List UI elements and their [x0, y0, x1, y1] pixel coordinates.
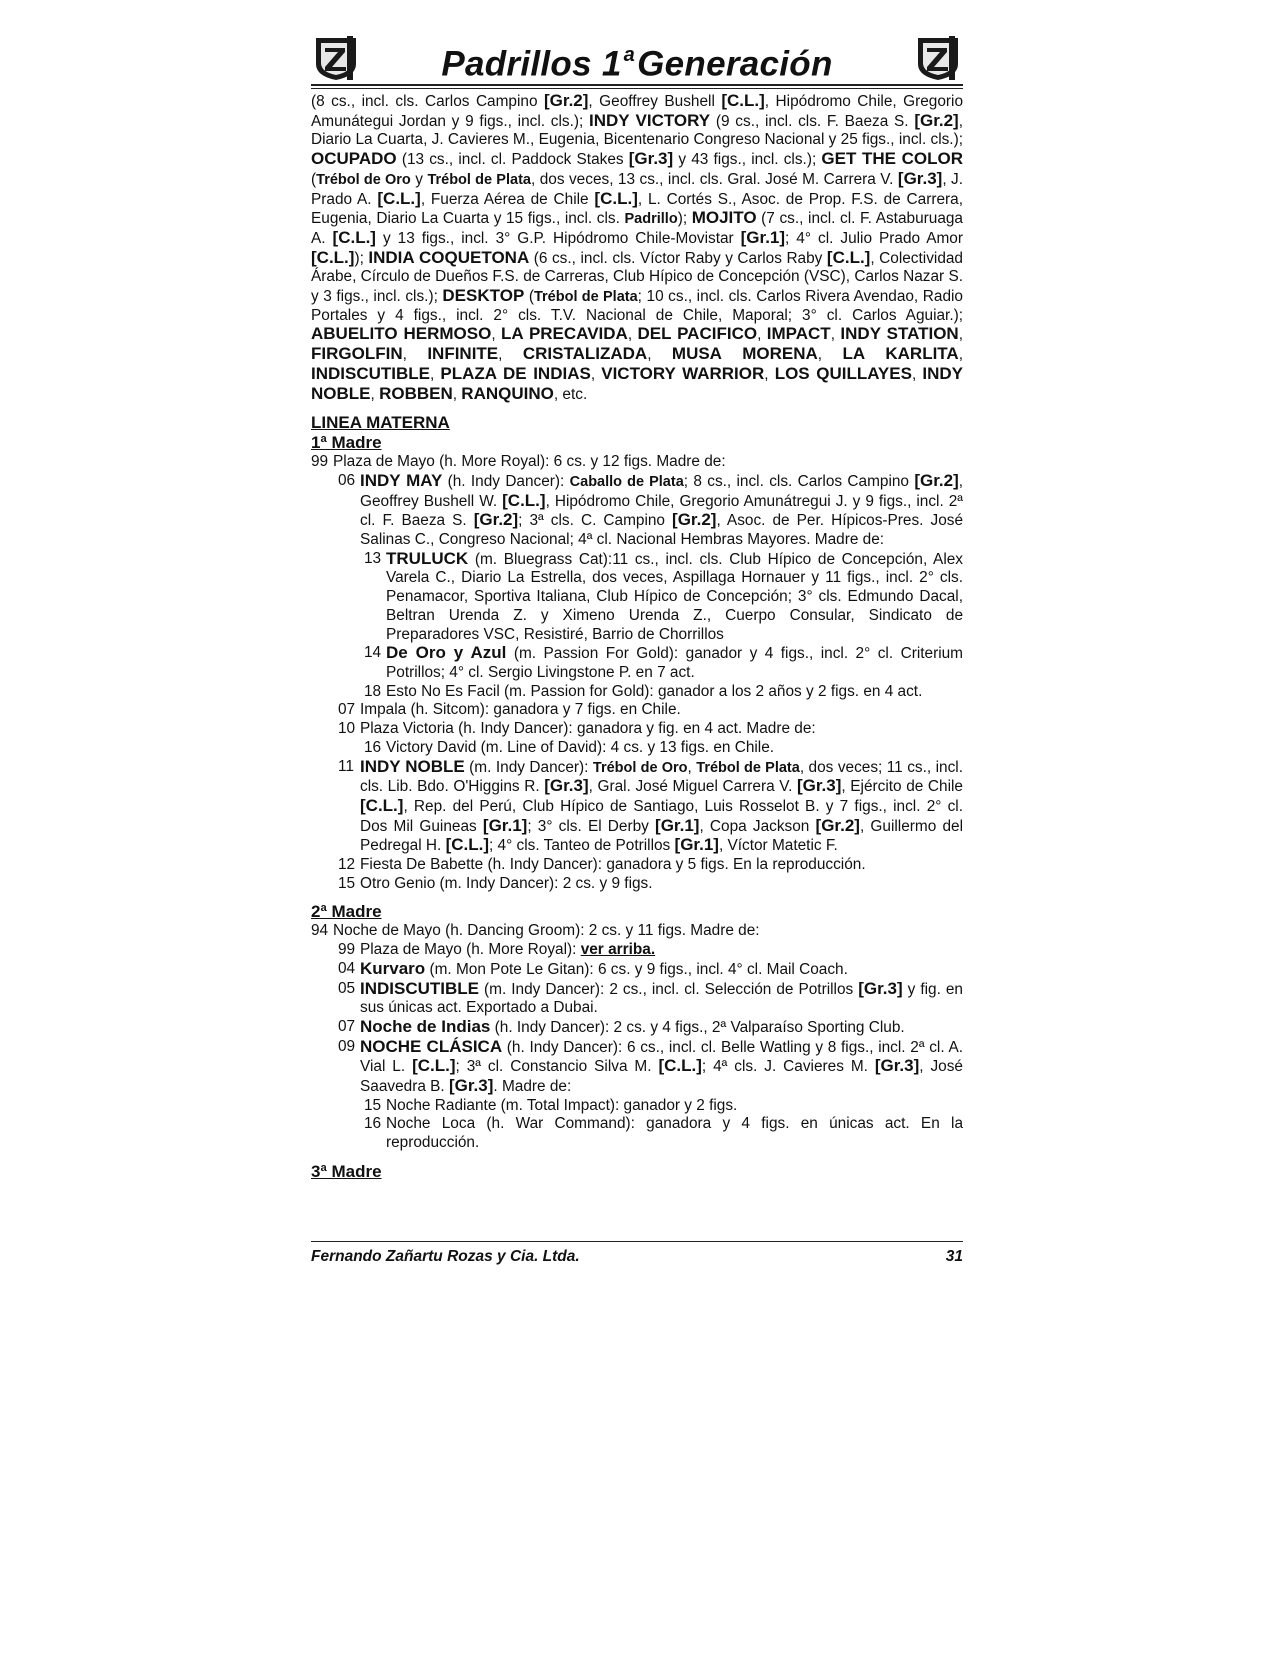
- text-run: (h. Indy Dancer): 2 cs. y 4 figs., 2ª Valparaíso Sporting Club.: [490, 1018, 905, 1036]
- bold-text: De Oro y Azul: [386, 643, 507, 663]
- bold-text: LA PRECAVIDA: [501, 324, 628, 344]
- bold-text: [Gr.1]: [655, 815, 700, 835]
- foal-year: 15: [364, 1096, 382, 1114]
- bold-text: [C.L.]: [594, 188, 638, 208]
- entry-text: [360, 875, 963, 894]
- bold-text: INDY VICTORY: [589, 110, 711, 130]
- award-text: Padrillo: [624, 211, 678, 228]
- bold-text: MOJITO: [691, 208, 757, 228]
- text-run: ,: [627, 326, 638, 344]
- text-run: (m. Passion For Gold): ganador y 4 figs., incl. 2° cl. Criterium Potrillos; 4° cl. Sergio Livingstone P. en 7 act.: [386, 645, 963, 681]
- text-run: , Asoc. de Per. Hípicos-Pres. José Salinas C., Congreso Nacional; 4ª cl. Nacional Hembras Mayores. Madre de:: [360, 512, 964, 549]
- pedigree-entry: [311, 856, 963, 875]
- text-run: (m. Mon Pote Le Gitan): 6 cs. y 9 figs., incl. 4° cl. Mail Coach.: [425, 960, 848, 978]
- text-run: (h. Indy Dancer):: [442, 472, 570, 490]
- text-run: ,: [430, 365, 441, 383]
- text-run: , Fuerza Aérea de Chile: [420, 190, 595, 208]
- entry-text: [360, 1018, 963, 1038]
- bold-text: [C.L.]: [826, 247, 871, 267]
- text-run: Noche Radiante (m. Total Impact): ganador y 2 figs.: [386, 1096, 738, 1114]
- bold-text: [C.L.]: [332, 227, 376, 247]
- text-run: ,: [911, 365, 923, 383]
- entry-text: [360, 941, 963, 960]
- bold-text: [C.L.]: [311, 247, 355, 267]
- pedigree-entry: [311, 1018, 963, 1038]
- text-run: (8 cs., incl. cls. Carlos Campino: [311, 93, 545, 110]
- bold-text: FIRGOLFIN: [311, 344, 403, 364]
- text-run: , etc.: [553, 385, 588, 403]
- foal-year: 18: [364, 682, 382, 700]
- bold-text: [C.L.]: [445, 835, 489, 855]
- entry-text: [386, 550, 963, 645]
- bold-text: [C.L.]: [360, 795, 404, 815]
- bold-text: IMPACT: [766, 324, 831, 344]
- document-page: [311, 30, 963, 1182]
- text-run: Otro Genio (m. Indy Dancer): 2 cs. y 9 figs.: [360, 874, 653, 892]
- bold-text: [Gr.3]: [858, 978, 903, 998]
- foal-year: 15: [338, 874, 356, 892]
- foal-year: 11: [338, 757, 354, 775]
- text-run: y 13 figs., incl. 3° G.P. Hipódromo Chile-Movistar: [375, 229, 741, 247]
- text-run: , José Saavedra B.: [360, 1058, 963, 1096]
- bold-text: [C.L.]: [377, 188, 421, 208]
- text-run: ,: [491, 326, 502, 344]
- bold-text: OCUPADO: [311, 149, 397, 169]
- pedigree-entry: [311, 922, 963, 941]
- text-run: Noche de Mayo (h. Dancing Groom): 2 cs. y 11 figs. Madre de:: [333, 922, 760, 940]
- text-run: y fig. en sus únicas act. Exportado a Dubai.: [360, 980, 963, 1017]
- bold-text: PLAZA DE INDIAS: [440, 363, 591, 383]
- linea-materna-heading: LINEA MATERNA: [311, 413, 450, 433]
- bold-text: ABUELITO HERMOSO: [311, 324, 492, 344]
- text-run: , L. Cortés S., Asoc. de Prop. F.S. de Carrera, Eugenia, Diario La Cuarta y 15 figs., incl. cls.: [311, 190, 963, 228]
- pedigree-entry: [311, 941, 963, 960]
- text-run: , Geoffrey Bushell: [588, 93, 722, 110]
- text-run: Noche Loca (h. War Command): ganadora y 4 figs. en únicas act. En la reproducción.: [386, 1115, 963, 1152]
- bold-text: [C.L.]: [658, 1056, 702, 1076]
- page-header: [311, 30, 963, 86]
- foal-year: 04: [338, 959, 356, 977]
- bold-text: [Gr.2]: [815, 815, 860, 835]
- text-run: . Madre de:: [493, 1078, 572, 1096]
- text-run: (h. Indy Dancer): 6 cs., incl. cl. Belle Watling y 8 figs., incl. 2ª cl. A. Vial L.: [360, 1038, 963, 1076]
- entry-text: [386, 1097, 963, 1116]
- text-run: Esto No Es Facil (m. Passion for Gold): ganador a los 2 años y 2 figs. en 4 act.: [386, 682, 923, 700]
- bold-text: [Gr.2]: [473, 510, 519, 530]
- foal-year: 16: [364, 1115, 382, 1133]
- text-run: ; 3ª cl. Constancio Silva M.: [455, 1058, 659, 1076]
- text-run: , Guillermo del Pedregal H.: [360, 817, 963, 855]
- entry-text: [386, 683, 963, 702]
- text-run: ; 3ª cls. C. Campino: [518, 512, 673, 530]
- bold-text: NOCHE CLÁSICA: [360, 1036, 503, 1056]
- text-run: , Diario La Cuarta, J. Cavieres M., Eugenia, Bicentenario Congreso Nacional y 25 figs., incl. cls.);: [311, 112, 963, 149]
- pedigree-entry: [311, 453, 963, 472]
- bold-text: [Gr.3]: [874, 1056, 920, 1076]
- text-run: , Ejército de Chile: [841, 778, 963, 796]
- bold-text: Noche de Indias: [360, 1016, 491, 1036]
- text-run: );: [354, 249, 369, 267]
- page-footer: [311, 1241, 963, 1266]
- text-run: ,: [498, 346, 523, 364]
- text-run: ,: [370, 385, 380, 403]
- pedigree-entry: [311, 739, 963, 758]
- offspring-paragraph: [311, 92, 963, 404]
- text-run: , Hipódromo Chile, Gregorio Amunátegui Jordan y 9 figs., incl. cls.);: [311, 93, 964, 130]
- pedigree-entry: [311, 1115, 963, 1152]
- text-run: , Gral. José Miguel Carrera V.: [588, 778, 797, 796]
- bold-text: [Gr.3]: [628, 149, 674, 169]
- text-run: ,: [590, 365, 602, 383]
- bold-text: INDIA COQUETONA: [368, 247, 530, 267]
- bold-text: INDISCUTIBLE: [311, 363, 430, 383]
- page-title: Padrillos 1 $^a$Generación: [441, 44, 833, 84]
- bold-text: INDY STATION: [840, 324, 959, 344]
- text-run: , Víctor Matetic F.: [718, 837, 838, 855]
- text-run: (m. Indy Dancer): 2 cs., incl. cl. Selección de Potrillos: [479, 980, 859, 998]
- bold-text: [Gr.2]: [544, 91, 589, 110]
- text-run: (6 cs., incl. cls. Víctor Raby y Carlos Raby: [529, 249, 827, 267]
- bold-text: LA KARLITA: [842, 344, 959, 364]
- text-run: ; 8 cs., incl. cls. Carlos Campino: [683, 472, 915, 490]
- bold-text: [Gr.3]: [448, 1076, 494, 1096]
- madre3-heading: 3ª Madre: [311, 1161, 382, 1181]
- bold-text: DESKTOP: [442, 286, 525, 306]
- text-run: ,: [958, 346, 963, 364]
- text-run: ; 3° cls. El Derby: [527, 817, 656, 835]
- madre1-heading: 1ª Madre: [311, 433, 382, 453]
- text-run: Plaza de Mayo (h. More Royal):: [360, 941, 581, 959]
- publisher-name: Fernando Zañartu Rozas y Cia. Ltda.: [311, 1248, 580, 1265]
- text-run: (m. Bluegrass Cat):11 cs., incl. cls. Club Hípico de Concepción, Alex Varela C., Diario La Estrella, dos veces, Aspillaga Hornauer y 11 figs., incl. 2° cls. Penamacor, Sportiva Italiana, Club Hípico de Concepción; 3° cls. Edmundo Dacal, Beltran Urenda Z. y Ximeno Urenda Z., Cuerpo Consular, Sindicato de Preparadores VSC, Resistiré, Barrio de Chorrillos: [386, 550, 963, 643]
- text-run: ,: [687, 758, 697, 776]
- entry-text: [360, 1038, 963, 1097]
- text-run: ; 4ª cls. J. Cavieres M.: [701, 1058, 875, 1076]
- pedigree-entry: [311, 644, 963, 682]
- bold-text: MUSA MORENA: [671, 344, 818, 364]
- text-run: Victory David (m. Line of David): 4 cs. y 13 figs. en Chile.: [386, 738, 775, 756]
- bold-text: [Gr.2]: [914, 110, 959, 130]
- page-number: 31: [945, 1248, 963, 1265]
- foal-year: 94: [311, 922, 329, 940]
- bold-text: VICTORY WARRIOR: [601, 363, 765, 383]
- entry-text: [386, 644, 963, 682]
- foal-year: 09: [338, 1037, 356, 1055]
- text-run: , dos veces, 13 cs., incl. cls. Gral. José M. Carrera V.: [530, 170, 898, 188]
- pedigree-entry: [311, 683, 963, 702]
- bold-text: Kurvaro: [360, 958, 426, 978]
- foal-year: 99: [338, 941, 356, 959]
- foal-year: 13: [364, 549, 382, 567]
- text-run: ,: [402, 346, 428, 364]
- foal-year: 12: [338, 856, 356, 874]
- bold-text: [C.L.]: [721, 91, 765, 110]
- z-monogram-logo: [313, 34, 359, 82]
- madre2-heading: 2ª Madre: [311, 902, 382, 922]
- text-run: y 43 figs., incl. cls.);: [673, 151, 822, 169]
- z-monogram-logo: [915, 34, 961, 82]
- text-run: (m. Indy Dancer):: [464, 758, 593, 776]
- bold-text: [C.L.]: [502, 490, 546, 510]
- text-run: ,: [817, 346, 843, 364]
- entry-text: [360, 960, 963, 980]
- text-run: ,: [757, 326, 767, 344]
- entry-text: [386, 739, 963, 758]
- text-run: (7 cs., incl. cl. F. Astaburuaga A.: [311, 210, 963, 247]
- foal-year: 14: [364, 644, 382, 662]
- text-run: );: [677, 210, 692, 228]
- text-run: , Colectividad Árabe, Círculo de Dueños F.S. de Carreras, Club Hípico de Concepción (VSC), Carlos Nazar S. y 3 figs., incl. cls.);: [311, 249, 963, 306]
- entry-text: [333, 922, 963, 941]
- foal-year: 07: [338, 701, 356, 719]
- text-run: , dos veces; 11 cs., incl. cls. Lib. Bdo. O'Higgins R.: [360, 758, 963, 796]
- bold-text: [Gr.1]: [482, 815, 528, 835]
- award-text: Trébol de Oro: [316, 171, 411, 188]
- text-run: Plaza de Mayo (h. More Royal): 6 cs. y 12 figs. Madre de:: [333, 453, 726, 471]
- bold-text: ROBBEN: [379, 383, 453, 403]
- pedigree-entry: [311, 701, 963, 720]
- text-run: , J. Prado A.: [311, 170, 964, 208]
- bold-text: DEL PACIFICO: [637, 324, 758, 344]
- text-run: , Hipódromo Chile, Gregorio Amunátregui J. y 9 figs., incl. 2ª cl. F. Baeza S.: [360, 492, 963, 530]
- pedigree-entry: [311, 875, 963, 894]
- text-run: , Geoffrey Bushell W.: [360, 472, 964, 510]
- bold-text: INDY NOBLE: [311, 363, 963, 403]
- text-run: , Copa Jackson: [699, 817, 816, 835]
- foal-year: 07: [338, 1017, 356, 1035]
- bold-text: INDY MAY: [360, 470, 443, 490]
- bold-text: INDY NOBLE: [360, 756, 465, 776]
- award-text: Caballo de Plata: [569, 473, 684, 490]
- foal-year: 10: [338, 720, 356, 738]
- entry-text: [360, 701, 963, 720]
- bold-text: GET THE COLOR: [821, 149, 963, 169]
- foal-year: 99: [311, 453, 329, 471]
- bold-text: [Gr.3]: [544, 776, 589, 796]
- text-run: , Rep. del Perú, Club Hípico de Santiago, Luis Rosselot B. y 7 figs., incl. 2° cl. Dos Mil Guineas: [360, 797, 963, 835]
- bold-text: [Gr.2]: [672, 510, 717, 530]
- text-run: Fiesta De Babette (h. Indy Dancer): ganadora y 5 figs. En la reproducción.: [360, 856, 866, 874]
- text-run: (: [311, 170, 317, 188]
- text-run: ,: [764, 365, 775, 383]
- pedigree-entry: [311, 1038, 963, 1097]
- entry-text: [360, 856, 963, 875]
- pedigree-entry: [311, 980, 963, 1018]
- text-run: y: [410, 170, 428, 188]
- foal-year: 06: [338, 471, 356, 489]
- pedigree-entry: [311, 758, 963, 857]
- foal-year: 05: [338, 979, 356, 997]
- text-run: (13 cs., incl. cl. Paddock Stakes: [396, 151, 629, 169]
- pedigree-entry: [311, 720, 963, 739]
- pedigree-entry: [311, 960, 963, 980]
- text-run: (: [524, 288, 534, 306]
- text-run: Impala (h. Sitcom): ganadora y 7 figs. en Chile.: [360, 701, 681, 719]
- text-run: ,: [452, 385, 462, 403]
- foal-year: 16: [364, 738, 382, 756]
- bold-text: RANQUINO: [461, 383, 554, 403]
- entry-text: [360, 472, 963, 550]
- entry-text: [333, 453, 963, 472]
- bold-text: INDISCUTIBLE: [360, 978, 479, 998]
- pedigree-entry: [311, 1097, 963, 1116]
- bold-text: [Gr.2]: [914, 470, 959, 490]
- text-run: ,: [830, 326, 841, 344]
- text-run: ; 4° cl. Julio Prado Amor: [785, 229, 963, 247]
- madre2-entries: [311, 922, 963, 1152]
- award-text: Trébol de Plata: [427, 171, 531, 188]
- entry-text: [360, 758, 963, 857]
- text-run: ; 10 cs., incl. cls. Carlos Rivera Avendao, Radio Portales y 4 figs., incl. 2° cls. T.V. Nacional de Chile, Maporal; 3° cl. Carlos Aguiar.);: [311, 288, 963, 324]
- entry-text: [360, 720, 963, 739]
- bold-text: LOS QUILLAYES: [774, 363, 912, 383]
- text-run: Plaza Victoria (h. Indy Dancer): ganadora y fig. en 4 act. Madre de:: [360, 720, 816, 738]
- bold-text: [Gr.1]: [740, 227, 786, 247]
- text-run: ; 4° cls. Tanteo de Potrillos: [489, 837, 675, 855]
- bold-text: TRULUCK: [386, 548, 469, 568]
- bold-text: [Gr.3]: [897, 168, 943, 188]
- pedigree-entry: [311, 472, 963, 550]
- text-run: ,: [647, 346, 672, 364]
- madre1-entries: [311, 453, 963, 893]
- text-run: ,: [958, 326, 963, 344]
- bold-text: [C.L.]: [412, 1056, 456, 1076]
- award-text: Trébol de Plata: [533, 289, 638, 306]
- bold-text: [Gr.3]: [797, 776, 842, 796]
- entry-text: [386, 1115, 963, 1152]
- cross-reference: ver arriba.: [580, 941, 656, 959]
- text-run: (9 cs., incl. cls. F. Baeza S.: [710, 112, 915, 130]
- entry-text: [360, 980, 963, 1018]
- pedigree-entry: [311, 550, 963, 645]
- award-text: Trébol de Plata: [696, 759, 800, 776]
- award-text: Trébol de Oro: [592, 759, 688, 776]
- bold-text: CRISTALIZADA: [522, 344, 648, 364]
- bold-text: INFINITE: [427, 344, 499, 364]
- bold-text: [Gr.1]: [674, 835, 719, 855]
- page-content: [311, 92, 963, 1182]
